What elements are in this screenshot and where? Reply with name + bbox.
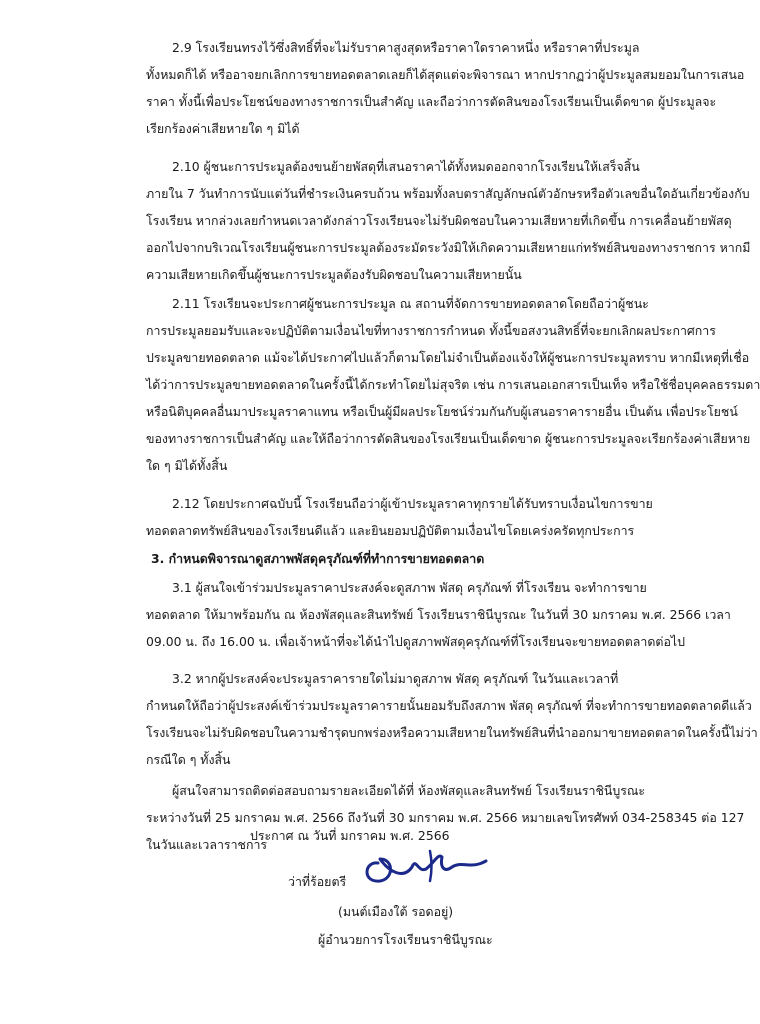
signatory-name: (มนต์เมืองใต้ รอดอยู่) — [338, 904, 454, 919]
para-3-1-line: 09.00 น. ถึง 16.00 น. เพื่อเจ้าหน้าที่จะได้นำไปดูสภาพพัสดุครุภัณฑ์ที่โรงเรียนจะขายทอดตลาดต่อไป — [146, 634, 685, 649]
para-3-1-line: 3.1 ผู้สนใจเข้าร่วมประมูลราคาประสงค์จะดูสภาพ พัสดุ ครุภัณฑ์ ที่โรงเรียน จะทำการขาย — [172, 580, 647, 595]
section-3-heading: 3. กำหนดพิจารณาดูสภาพพัสดุครุภัณฑ์ที่ทำการขายทอดตลาด — [151, 551, 485, 566]
para-2-11-line: ประมูลขายทอดตลาด แม้จะได้ประกาศไปแล้วก็ตามโดยไม่จำเป็นต้องแจ้งให้ผู้ชนะการประมูลทราบ หากมีเหตุที่เชื่อ — [146, 350, 750, 365]
para-2-10-line: ความเสียหายเกิดขึ้นผู้ชนะการประมูลต้องรับผิดชอบในความเสียหายนั้น — [146, 267, 522, 282]
para-2-11-line: ใด ๆ มิได้ทั้งสิ้น — [146, 458, 228, 473]
para-2-11-line: ของทางราชการเป็นสำคัญ และให้ถือว่าการตัดสินของโรงเรียนเป็นเด็ดขาด ผู้ชนะการประมูลจะเรียกร้องค่าเสียหาย — [146, 431, 751, 446]
announcement-date: ประกาศ ณ วันที่ มกราคม พ.ศ. 2566 — [250, 828, 450, 843]
para-3-2-line: 3.2 หากผู้ประสงค์จะประมูลราคารายใดไม่มาดูสภาพ พัสดุ ครุภัณฑ์ ในวันและเวลาที่ — [172, 671, 619, 686]
para-2-9-line: ราคา ทั้งนี้เพื่อประโยชน์ของทางราชการเป็นสำคัญ และถือว่าการตัดสินของโรงเรียนเป็นเด็ดขาด ผู้ประมูลจะ — [146, 94, 717, 109]
contact-line: ในวันและเวลาราชการ — [146, 837, 268, 852]
para-2-9-line: 2.9 โรงเรียนทรงไว้ซึ่งสิทธิ์ที่จะไม่รับราคาสูงสุดหรือราคาใดราคาหนึ่ง หรือราคาที่ประมูล — [172, 40, 640, 55]
para-3-2-line: กรณีใด ๆ ทั้งสิ้น — [146, 752, 231, 767]
para-2-10-line: ภายใน 7 วันทำการนับแต่วันที่ชำระเงินครบถ้วน พร้อมทั้งลบตราสัญลักษณ์ตัวอักษรหรือตัวเลขอื่นใดอันเกี่ยวข้องกับ — [146, 186, 750, 201]
handwritten-signature — [360, 843, 490, 891]
para-2-12-line: ทอดตลาดทรัพย์สินของโรงเรียนดีแล้ว และยินยอมปฏิบัติตามเงื่อนไขโดยเคร่งครัดทุกประการ — [146, 523, 635, 538]
para-2-10-line: ออกไปจากบริเวณโรงเรียนผู้ชนะการประมูลต้องระมัดระวังมิให้เกิดความเสียหายแก่ทรัพย์สินของทางราชการ หากมี — [146, 240, 751, 255]
para-2-10-line: โรงเรียน หากล่วงเลยกำหนดเวลาดังกล่าวโรงเรียนจะไม่รับผิดชอบในความเสียหายที่เกิดขึ้น การเคลื่อนย้ายพัสดุ — [146, 213, 732, 228]
para-2-11-line: การประมูลยอมรับและจะปฏิบัติตามเงื่อนไขที่ทางราชการกำหนด ทั้งนี้ขอสงวนสิทธิ์ที่จะยกเลิกผลประกาศการ — [146, 323, 716, 338]
para-2-11-line: หรือนิติบุคคลอื่นมาประมูลราคาแทน หรือเป็นผู้มีผลประโยชน์ร่วมกันกับผู้เสนอราคารายอื่น เป็นต้น เพื่อประโยชน์ — [146, 404, 738, 419]
signatory-position: ผู้อำนวยการโรงเรียนราชินีบูรณะ — [318, 932, 493, 947]
para-2-9-line: ทั้งหมดก็ได้ หรืออาจยกเลิกการขายทอดตลาดเลยก็ได้สุดแต่จะพิจารณา หากปรากฏว่าผู้ประมูลสมยอมในการเสนอ — [146, 67, 745, 82]
contact-line: ระหว่างวันที่ 25 มกราคม พ.ศ. 2566 ถึงวันที่ 30 มกราคม พ.ศ. 2566 หมายเลขโทรศัพท์ 034-258345 ต่อ 127 — [146, 810, 745, 825]
para-3-2-line: โรงเรียนจะไม่รับผิดชอบในความชำรุดบกพร่องหรือความเสียหายในทรัพย์สินที่นำออกมาขายทอดตลาดในครั้งนี้ไม่ว่า — [146, 725, 758, 740]
para-3-1-line: ทอดตลาด ให้มาพร้อมกัน ณ ห้องพัสดุและสินทรัพย์ โรงเรียนราชินีบูรณะ ในวันที่ 30 มกราคม พ.ศ. 2566 เวลา — [146, 607, 731, 622]
para-3-2-line: กำหนดให้ถือว่าผู้ประสงค์เข้าร่วมประมูลราคารายนั้นยอมรับถึงสภาพ พัสดุ ครุภัณฑ์ ที่จะทำการขายทอดตลาดดีแล้ว — [146, 698, 752, 713]
signatory-title: ว่าที่ร้อยตรี — [288, 874, 347, 889]
para-2-11-line: ได้ว่าการประมูลขายทอดตลาดในครั้งนี้ได้กระทำโดยไม่สุจริต เช่น การเสนอเอกสารเป็นเท็จ หรือใช้ชื่อบุคคลธรรมดา — [146, 377, 760, 392]
para-2-10-line: 2.10 ผู้ชนะการประมูลต้องขนย้ายพัสดุที่เสนอราคาได้ทั้งหมดออกจากโรงเรียนให้เสร็จสิ้น — [172, 159, 640, 174]
contact-line: ผู้สนใจสามารถติดต่อสอบถามรายละเอียดได้ที่ ห้องพัสดุและสินทรัพย์ โรงเรียนราชินีบูรณะ — [172, 783, 646, 798]
para-2-12-line: 2.12 โดยประกาศฉบับนี้ โรงเรียนถือว่าผู้เข้าประมูลราคาทุกรายได้รับทราบเงื่อนไขการขาย — [172, 496, 653, 511]
para-2-9-line: เรียกร้องค่าเสียหายใด ๆ มิได้ — [146, 121, 300, 136]
para-2-11-line: 2.11 โรงเรียนจะประกาศผู้ชนะการประมูล ณ สถานที่จัดการขายทอดตลาดโดยถือว่าผู้ชนะ — [172, 296, 649, 311]
